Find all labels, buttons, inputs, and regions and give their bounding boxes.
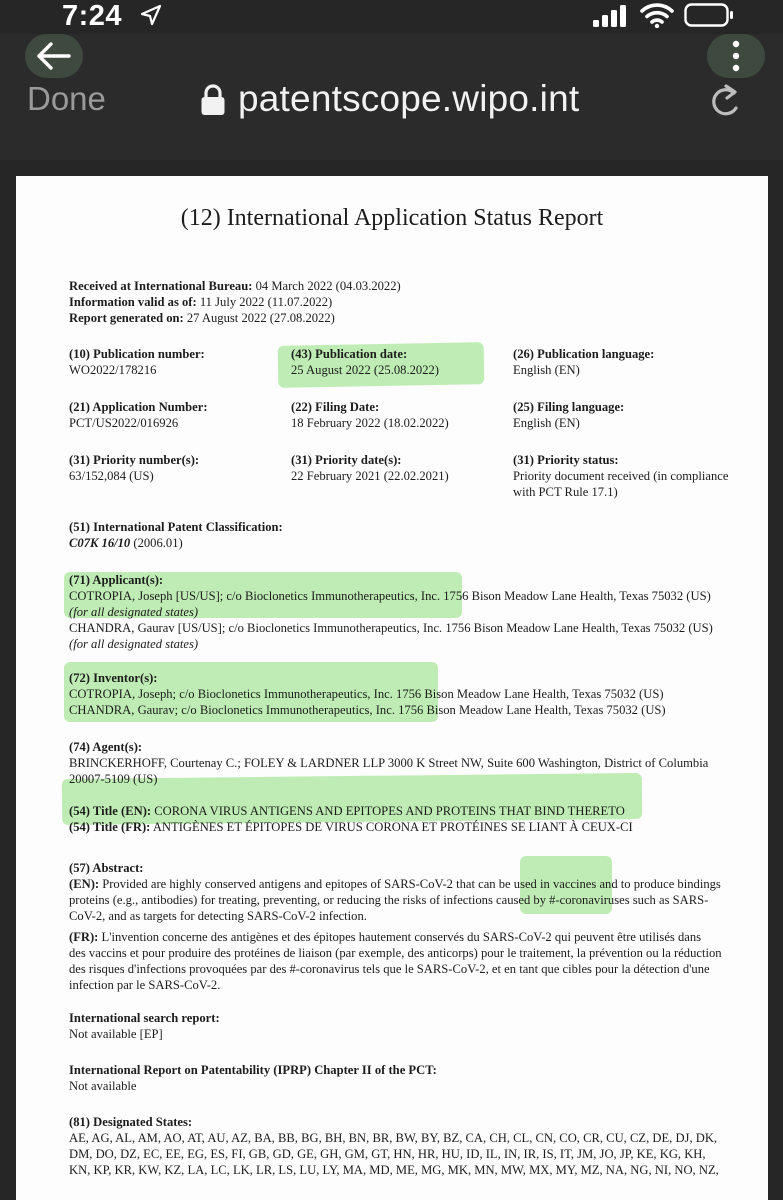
field-value: 18 February 2022 (18.02.2022) — [291, 416, 449, 430]
ipc-label: (51) International Patent Classification: — [69, 520, 283, 534]
reload-icon[interactable] — [706, 82, 746, 122]
field-priority-number — [69, 452, 199, 484]
ipc-code: C07K 16/10 — [69, 536, 131, 550]
field-value: with PCT Rule 17.1) — [513, 485, 618, 499]
field-label: (31) Priority status: — [513, 453, 619, 467]
done-button[interactable]: Done — [27, 80, 106, 117]
field-priority-date — [291, 452, 449, 484]
designated-states-section — [69, 1114, 719, 1178]
abstract-en-text: proteins (e.g., antibodies) for treating, preventing, or reducing the risks of infections caused by #-coronaviruses such as SARS- — [69, 893, 709, 907]
status-bar — [0, 0, 783, 34]
iprp-value: Not available — [69, 1079, 137, 1093]
field-label: (10) Publication number: — [69, 347, 205, 361]
search-report-label: International search report: — [69, 1011, 220, 1025]
battery-icon — [684, 3, 734, 27]
iprp-section — [69, 1062, 437, 1094]
abstract-fr-text: L'invention concerne des antigènes et des épitopes hautement conservés du SARS-CoV-2 qui peuvent être utilisés dans — [98, 930, 702, 944]
search-report-value: Not available [EP] — [69, 1027, 163, 1041]
field-value: Priority document received (in compliance — [513, 469, 729, 483]
inventors-label: (72) Inventor(s): — [69, 671, 158, 685]
wifi-icon — [640, 2, 674, 28]
report-meta — [69, 278, 401, 326]
agent-line: BRINCKERHOFF, Courtenay C.; FOLEY & LARDNER LLP 3000 K Street NW, Suite 600 Washington, District of Columbia — [69, 756, 709, 770]
field-label: (25) Filing language: — [513, 400, 625, 414]
abstract-en-text: Provided are highly conserved antigens and epitopes of SARS-CoV-2 that can be used in vaccines and to produce bindings — [99, 877, 721, 891]
ipc-year: (2006.01) — [130, 536, 183, 550]
field-pub-language — [513, 346, 654, 378]
field-label: (21) Application Number: — [69, 400, 208, 414]
field-pub-date — [291, 346, 439, 378]
meta-value: 27 August 2022 (27.08.2022) — [183, 311, 335, 325]
field-value: 22 February 2021 (22.02.2021) — [291, 469, 449, 483]
signal-icon — [592, 5, 630, 27]
field-filing-date — [291, 399, 449, 431]
browser-toolbar — [0, 34, 783, 160]
applicant-line: CHANDRA, Gaurav [US/US]; c/o Bioclonetics Immunotherapeutics, Inc. 1756 Bison Meadow Lane Health, Texas 75032 (US) — [69, 621, 713, 635]
abstract-fr-label: (FR): — [69, 930, 99, 944]
field-value: English (EN) — [513, 416, 580, 430]
field-value: PCT/US2022/016926 — [69, 416, 179, 430]
field-filing-language — [513, 399, 624, 431]
report-title: (12) International Application Status Report — [180, 205, 604, 231]
titles-section — [69, 803, 633, 835]
more-button[interactable] — [707, 34, 765, 78]
abstract-fr-text: des vaccins et pour produire des protéines de liaison (par exemple, des anticorps) pour le traitement, la prévention ou la réduction — [69, 946, 722, 960]
title-fr-value: ANTIGÈNES ET ÉPITOPES DE VIRUS CORONA ET PROTÉINES SE LIANT À CEUX-CI — [150, 820, 633, 834]
back-button[interactable] — [25, 34, 83, 78]
designated-states-label: (81) Designated States: — [69, 1115, 193, 1129]
meta-label: Received at International Bureau: — [69, 279, 253, 293]
inventor-line: CHANDRA, Gaurav; c/o Bioclonetics Immunotherapeutics, Inc. 1756 Bison Meadow Lane Health, Texas 75032 (US) — [69, 703, 666, 717]
field-label: (22) Filing Date: — [291, 400, 380, 414]
agents-label: (74) Agent(s): — [69, 740, 143, 754]
report-document — [16, 176, 768, 1200]
applicant-note: (for all designated states) — [69, 637, 199, 651]
title-en-value: CORONA VIRUS ANTIGENS AND EPITOPES AND PROTEINS THAT BIND THERETO — [151, 804, 625, 818]
title-en-label: (54) Title (EN): — [69, 804, 152, 818]
agents-section — [69, 739, 708, 787]
meta-label: Report generated on: — [69, 311, 184, 325]
field-priority-status — [513, 452, 728, 500]
designated-states-line: KN, KP, KR, KW, KZ, LA, LC, LK, LR, LS, LU, LY, MA, MD, ME, MG, MK, MN, MW, MX, MY, MZ, NA, NG, NI, NO, NZ, — [69, 1163, 719, 1177]
back-arrow-icon — [25, 34, 83, 78]
abstract-section — [69, 860, 722, 993]
abstract-label: (57) Abstract: — [69, 861, 144, 875]
abstract-fr-text: des risques d'infections provoquées par des #-coronavirus tels que le SARS-CoV-2, et en tant que cibles pour la détection d'une — [69, 962, 710, 976]
ipc-section — [69, 519, 283, 551]
status-time: 7:24 — [62, 0, 123, 32]
designated-states-line: DM, DO, DZ, EC, EE, EG, ES, FI, GB, GD, GE, GH, GM, GT, HN, HR, HU, ID, IL, IN, IR, IS, IT, JM, JO, JP, KE, KG, KH, — [69, 1147, 706, 1161]
field-value: WO2022/178216 — [69, 363, 157, 377]
field-pub-number — [69, 346, 205, 378]
abstract-en-label: (EN): — [69, 877, 100, 891]
applicant-line: COTROPIA, Joseph [US/US]; c/o Bioclonetics Immunotherapeutics, Inc. 1756 Bison Meadow Lane Health, Texas 75032 (US) — [69, 589, 711, 603]
field-value: 63/152,084 (US) — [69, 469, 154, 483]
more-vertical-icon — [707, 34, 765, 78]
abstract-en-text: CoV-2, and as targets for detecting SARS-CoV-2 infection. — [69, 909, 367, 923]
lock-icon — [200, 84, 226, 116]
address-bar-url[interactable]: patentscope.wipo.int — [238, 78, 580, 119]
location-arrow-icon — [140, 4, 162, 26]
inventor-line: COTROPIA, Joseph; c/o Bioclonetics Immunotherapeutics, Inc. 1756 Bison Meadow Lane Health, Texas 75032 (US) — [69, 687, 664, 701]
agent-line: 20007-5109 (US) — [69, 772, 158, 786]
field-value: English (EN) — [513, 363, 580, 377]
applicants-label: (71) Applicant(s): — [69, 573, 164, 587]
field-label: (43) Publication date: — [291, 347, 408, 361]
meta-value: 11 July 2022 (11.07.2022) — [196, 295, 333, 309]
meta-value: 04 March 2022 (04.03.2022) — [252, 279, 401, 293]
designated-states-line: AE, AG, AL, AM, AO, AT, AU, AZ, BA, BB, BG, BH, BN, BR, BW, BY, BZ, CA, CH, CL, CN, CO, CR, CU, CZ, DE, DJ, DK, — [69, 1131, 718, 1145]
meta-label: Information valid as of: — [69, 295, 197, 309]
field-label: (31) Priority number(s): — [69, 453, 200, 467]
search-report-section — [69, 1010, 220, 1042]
field-label: (31) Priority date(s): — [291, 453, 402, 467]
title-fr-label: (54) Title (FR): — [69, 820, 151, 834]
field-value: 25 August 2022 (25.08.2022) — [291, 363, 439, 377]
abstract-fr-text: infection par le SARS-CoV-2. — [69, 978, 221, 992]
field-label: (26) Publication language: — [513, 347, 655, 361]
applicant-note: (for all designated states) — [69, 605, 199, 619]
inventors-section — [69, 670, 666, 718]
field-app-number — [69, 399, 208, 431]
applicants-section — [69, 572, 713, 652]
iprp-label: International Report on Patentability (IPRP) Chapter II of the PCT: — [69, 1063, 437, 1077]
